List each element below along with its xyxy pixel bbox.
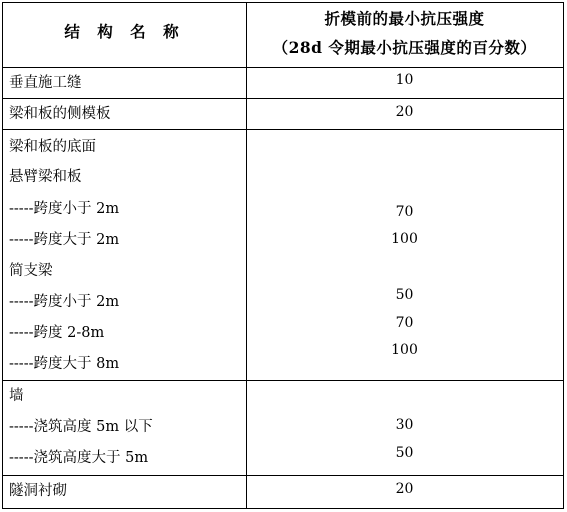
row-divider bbox=[3, 129, 563, 130]
row-label: -----浇筑高度 5m 以下 bbox=[9, 419, 153, 435]
header-strength-line1: 折模前的最小抗压强度 bbox=[324, 9, 485, 28]
row-label: 垂直施工缝 bbox=[9, 75, 82, 91]
row-value: 30 bbox=[395, 417, 414, 433]
row-label: 简支梁 bbox=[9, 263, 53, 279]
row-value: 50 bbox=[395, 445, 414, 461]
row-value: 10 bbox=[395, 72, 414, 88]
row-value: 100 bbox=[391, 342, 418, 358]
row-label: -----浇筑高度大于 5m bbox=[9, 450, 149, 466]
row-label: 梁和板的侧模板 bbox=[9, 106, 111, 122]
row-label: 墙 bbox=[9, 388, 24, 404]
row-label: -----跨度大于 2m bbox=[9, 232, 120, 248]
row-value: 70 bbox=[395, 315, 414, 331]
row-value: 100 bbox=[391, 231, 418, 247]
row-value: 20 bbox=[395, 481, 414, 497]
strength-table bbox=[2, 2, 564, 509]
header-structure-name: 结 构 名 称 bbox=[64, 22, 185, 41]
row-divider bbox=[3, 67, 563, 68]
row-label: 梁和板的底面 bbox=[9, 139, 96, 155]
row-label: -----跨度小于 2m bbox=[9, 201, 120, 217]
row-label: -----跨度大于 8m bbox=[9, 356, 120, 372]
row-value: 50 bbox=[395, 287, 414, 303]
row-label: -----跨度小于 2m bbox=[9, 294, 120, 310]
row-value: 20 bbox=[395, 104, 414, 120]
row-divider bbox=[3, 475, 563, 476]
row-divider bbox=[3, 380, 563, 381]
row-divider bbox=[3, 98, 563, 99]
row-value: 70 bbox=[395, 204, 414, 220]
row-label: 悬臂梁和板 bbox=[9, 169, 82, 185]
row-label: -----跨度 2-8m bbox=[9, 325, 105, 341]
header-strength-line2: （28d 令期最小抗压强度的百分数） bbox=[272, 38, 537, 57]
row-label: 隧洞衬砌 bbox=[9, 483, 67, 499]
